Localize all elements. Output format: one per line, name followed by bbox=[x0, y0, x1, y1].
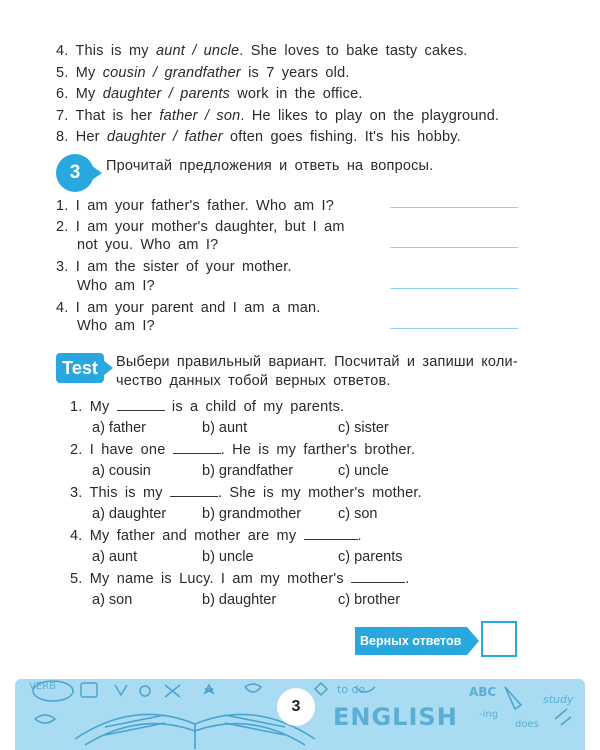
open-book-icon bbox=[75, 714, 315, 749]
item-text: My father and mother are my bbox=[89, 528, 304, 544]
item-text: My bbox=[75, 86, 103, 102]
to-do-doodle-text: to do bbox=[337, 683, 366, 696]
item-number: 3. bbox=[70, 485, 83, 501]
ex2-item-8 bbox=[56, 128, 461, 146]
test-instruction-line-1: Выбери правильный вариант. Посчитай и запиши коли- bbox=[116, 354, 518, 370]
item-number: 4. bbox=[56, 43, 69, 59]
ex3-question-2 bbox=[56, 218, 345, 236]
page-number: 3 bbox=[277, 688, 315, 726]
ing-doodle-text: -ing bbox=[479, 709, 499, 720]
ex2-item-4 bbox=[56, 42, 468, 60]
score-input-box[interactable] bbox=[481, 621, 517, 657]
abc-doodle-text: ABC bbox=[469, 685, 497, 699]
item-text: often goes fishing. It's his hobby. bbox=[222, 129, 461, 145]
question-text: I am your father's father. Who am I? bbox=[75, 198, 334, 214]
option-c[interactable]: c) parents bbox=[338, 549, 403, 565]
item-number: 1. bbox=[70, 399, 83, 415]
ex2-item-6 bbox=[56, 85, 363, 103]
item-number: 8. bbox=[56, 129, 69, 145]
ex3-question-2-cont: not you. Who am I? bbox=[77, 237, 219, 253]
option-b[interactable]: b) uncle bbox=[202, 549, 254, 565]
item-number: 7. bbox=[56, 108, 69, 124]
study-doodle-text: study bbox=[543, 693, 574, 706]
ex3-answer-line-4[interactable] bbox=[390, 328, 518, 329]
item-options: father / son bbox=[159, 108, 241, 124]
test-item-5 bbox=[70, 570, 409, 588]
option-b[interactable]: b) grandmother bbox=[202, 506, 302, 522]
ex3-answer-line-1[interactable] bbox=[390, 207, 518, 208]
test-badge: Test bbox=[56, 353, 104, 383]
item-text: is a child of my parents. bbox=[164, 399, 345, 415]
item-number: 4. bbox=[70, 528, 83, 544]
option-a[interactable]: a) son bbox=[92, 592, 133, 608]
item-text: This is my bbox=[89, 485, 170, 501]
item-text: . She loves to bake tasty cakes. bbox=[239, 43, 468, 59]
option-b[interactable]: b) grandfather bbox=[202, 463, 294, 479]
exercise-3-instruction: Прочитай предложения и ответь на вопросы. bbox=[106, 158, 434, 174]
item-number: 5. bbox=[70, 571, 83, 587]
item-number: 6. bbox=[56, 86, 69, 102]
test-instruction-line-2: чество данных тобой верных ответов. bbox=[116, 373, 391, 389]
option-c[interactable]: c) brother bbox=[338, 592, 401, 608]
ex3-question-3 bbox=[56, 258, 292, 276]
option-b[interactable]: b) daughter bbox=[202, 592, 277, 608]
item-text: . bbox=[405, 571, 410, 587]
ex3-question-4-cont: Who am I? bbox=[77, 318, 155, 334]
item-text: . She is my mother's mother. bbox=[217, 485, 422, 501]
answer-blank[interactable] bbox=[304, 527, 358, 540]
verb-doodle-text: VERB bbox=[29, 681, 56, 692]
item-text: . He likes to play on the playground. bbox=[240, 108, 500, 124]
item-text: I have one bbox=[89, 442, 173, 458]
question-text: I am your parent and I am a man. bbox=[75, 300, 321, 316]
ex3-question-1 bbox=[56, 197, 334, 215]
answer-blank[interactable] bbox=[117, 398, 165, 411]
item-text: This is my bbox=[75, 43, 156, 59]
question-number: 2. bbox=[56, 219, 69, 235]
option-c[interactable]: c) sister bbox=[338, 420, 389, 436]
item-options: cousin / grandfather bbox=[102, 65, 241, 81]
item-text: My bbox=[75, 65, 103, 81]
option-c[interactable]: c) son bbox=[338, 506, 378, 522]
option-b[interactable]: b) aunt bbox=[202, 420, 248, 436]
question-text: I am your mother's daughter, but I am bbox=[75, 219, 345, 235]
test-item-4 bbox=[70, 527, 362, 545]
item-options: daughter / father bbox=[106, 129, 223, 145]
item-number: 2. bbox=[70, 442, 83, 458]
item-text: That is her bbox=[75, 108, 160, 124]
ex3-question-4 bbox=[56, 299, 321, 317]
test-item-3 bbox=[70, 484, 422, 502]
question-number: 1. bbox=[56, 198, 69, 214]
answer-blank[interactable] bbox=[170, 484, 218, 497]
answer-blank[interactable] bbox=[351, 570, 405, 583]
answer-blank[interactable] bbox=[173, 441, 221, 454]
correct-answers-label: Верных ответов bbox=[355, 627, 467, 655]
ex2-item-5 bbox=[56, 64, 350, 82]
item-text: work in the office. bbox=[230, 86, 363, 102]
does-doodle-text: does bbox=[515, 719, 539, 730]
ex3-question-3-cont: Who am I? bbox=[77, 278, 155, 294]
item-text: . He is my farther's brother. bbox=[220, 442, 416, 458]
item-text: My name is Lucy. I am my mother's bbox=[89, 571, 352, 587]
ex2-item-7 bbox=[56, 107, 499, 125]
option-a[interactable]: a) cousin bbox=[92, 463, 151, 479]
option-a[interactable]: a) aunt bbox=[92, 549, 138, 565]
question-number: 3. bbox=[56, 259, 69, 275]
item-text: My bbox=[89, 399, 117, 415]
item-options: daughter / parents bbox=[102, 86, 230, 102]
item-text: is 7 years old. bbox=[240, 65, 350, 81]
test-item-1 bbox=[70, 398, 344, 416]
ex3-answer-line-3[interactable] bbox=[390, 288, 518, 289]
item-text: Her bbox=[75, 129, 107, 145]
exercise-3-badge: 3 bbox=[56, 154, 94, 192]
option-a[interactable]: a) father bbox=[92, 420, 146, 436]
item-options: aunt / uncle bbox=[155, 43, 240, 59]
option-c[interactable]: c) uncle bbox=[338, 463, 389, 479]
item-text: . bbox=[357, 528, 362, 544]
item-number: 5. bbox=[56, 65, 69, 81]
test-item-2 bbox=[70, 441, 415, 459]
option-a[interactable]: a) daughter bbox=[92, 506, 167, 522]
question-number: 4. bbox=[56, 300, 69, 316]
english-doodle-text: ENGLISH bbox=[333, 703, 458, 731]
question-text: I am the sister of your mother. bbox=[75, 259, 292, 275]
ex3-answer-line-2[interactable] bbox=[390, 247, 518, 248]
